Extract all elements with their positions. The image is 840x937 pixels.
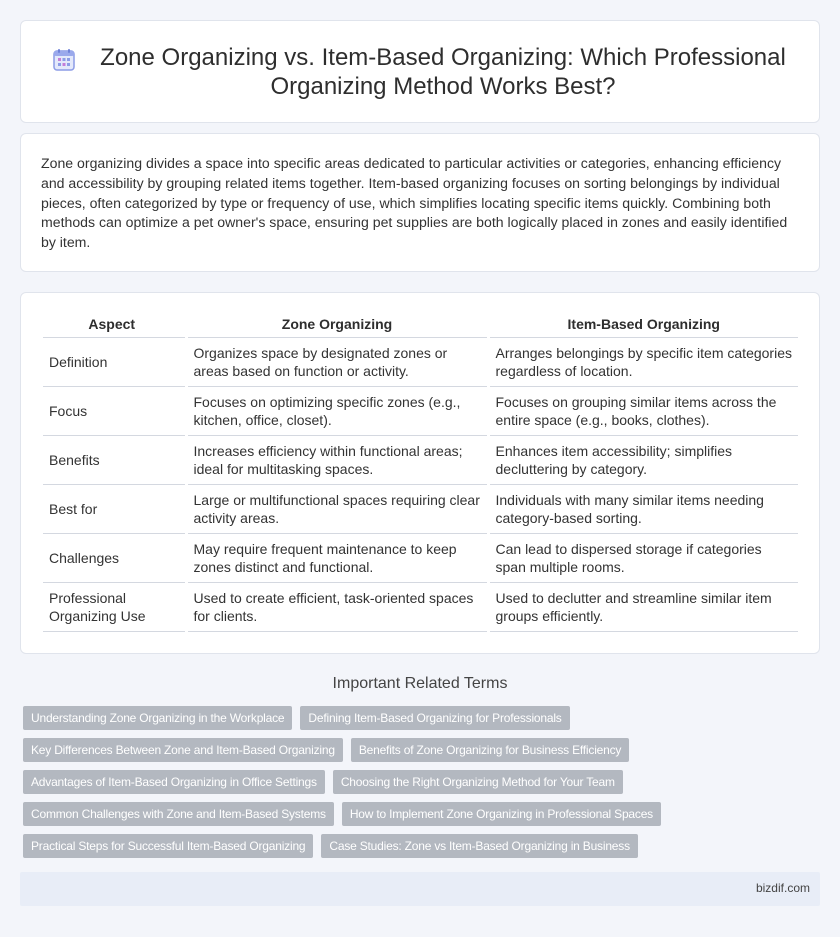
- related-terms-list: [23, 706, 803, 866]
- related-term-link[interactable]: Benefits of Zone Organizing for Business Efficiency: [351, 738, 629, 762]
- related-term-link[interactable]: Case Studies: Zone vs Item-Based Organizing in Business: [321, 834, 638, 858]
- intro-card: [20, 133, 820, 272]
- aspect-cell: Professional Organizing Use: [43, 582, 186, 631]
- related-term-link[interactable]: Choosing the Right Organizing Method for Your Team: [333, 770, 623, 794]
- zone-cell: Focuses on optimizing specific zones (e.g., kitchen, office, closet).: [186, 386, 488, 435]
- item-cell: Individuals with many similar items needing category-based sorting.: [488, 484, 798, 533]
- title-card: [20, 20, 820, 123]
- related-term-link[interactable]: Practical Steps for Successful Item-Based Organizing: [23, 834, 313, 858]
- related-term-link[interactable]: How to Implement Zone Organizing in Professional Spaces: [342, 802, 661, 826]
- zone-cell: Increases efficiency within functional areas; ideal for multitasking spaces.: [186, 435, 488, 484]
- table-row: [43, 386, 798, 435]
- aspect-cell: Definition: [43, 337, 186, 386]
- comparison-table: [43, 311, 798, 632]
- related-terms-heading: Important Related Terms: [332, 675, 508, 692]
- item-cell: Arranges belongings by specific item categories regardless of location.: [488, 337, 798, 386]
- page-title: Zone Organizing vs. Item-Based Organizing: Which Professional Organizing Method Works Best?: [100, 43, 786, 100]
- table-row: [43, 533, 798, 582]
- column-header-aspect: Aspect: [43, 311, 186, 337]
- zone-cell: May require frequent maintenance to keep zones distinct and functional.: [186, 533, 488, 582]
- table-header-row: [43, 311, 798, 337]
- table-row: [43, 435, 798, 484]
- intro-paragraph: Zone organizing divides a space into specific areas dedicated to particular activities or categories, enhancing efficiency and accessibility by grouping related items together. Item-based organizing focuses on sorting belongings by individual pieces, often categorized by type or frequency of use, which simplifies locating specific items quickly. Combining both methods can optimize a pet owner's space, ensuring pet supplies are both logically placed in zones and easily identified by item.: [41, 155, 788, 251]
- related-term-link[interactable]: Advantages of Item-Based Organizing in Office Settings: [23, 770, 325, 794]
- item-cell: Can lead to dispersed storage if categories span multiple rooms.: [488, 533, 798, 582]
- zone-cell: Large or multifunctional spaces requiring clear activity areas.: [186, 484, 488, 533]
- related-term-link[interactable]: Defining Item-Based Organizing for Professionals: [300, 706, 569, 730]
- calendar-grid-icon: [51, 47, 77, 73]
- related-term-link[interactable]: Key Differences Between Zone and Item-Based Organizing: [23, 738, 343, 762]
- item-cell: Used to declutter and streamline similar item groups efficiently.: [488, 582, 798, 631]
- comparison-table-card: [20, 292, 820, 654]
- aspect-cell: Focus: [43, 386, 186, 435]
- footer-bar: [20, 872, 820, 906]
- zone-cell: Organizes space by designated zones or areas based on function or activity.: [186, 337, 488, 386]
- site-link[interactable]: bizdif.com: [755, 881, 810, 895]
- item-cell: Focuses on grouping similar items across the entire space (e.g., books, clothes).: [488, 386, 798, 435]
- aspect-cell: Challenges: [43, 533, 186, 582]
- table-row: [43, 484, 798, 533]
- column-header-item: Item-Based Organizing: [488, 311, 798, 337]
- table-row: [43, 337, 798, 386]
- column-header-zone: Zone Organizing: [186, 311, 488, 337]
- zone-cell: Used to create efficient, task-oriented spaces for clients.: [186, 582, 488, 631]
- table-row: [43, 582, 798, 631]
- item-cell: Enhances item accessibility; simplifies decluttering by category.: [488, 435, 798, 484]
- related-term-link[interactable]: Common Challenges with Zone and Item-Based Systems: [23, 802, 334, 826]
- aspect-cell: Best for: [43, 484, 186, 533]
- aspect-cell: Benefits: [43, 435, 186, 484]
- related-term-link[interactable]: Understanding Zone Organizing in the Workplace: [23, 706, 292, 730]
